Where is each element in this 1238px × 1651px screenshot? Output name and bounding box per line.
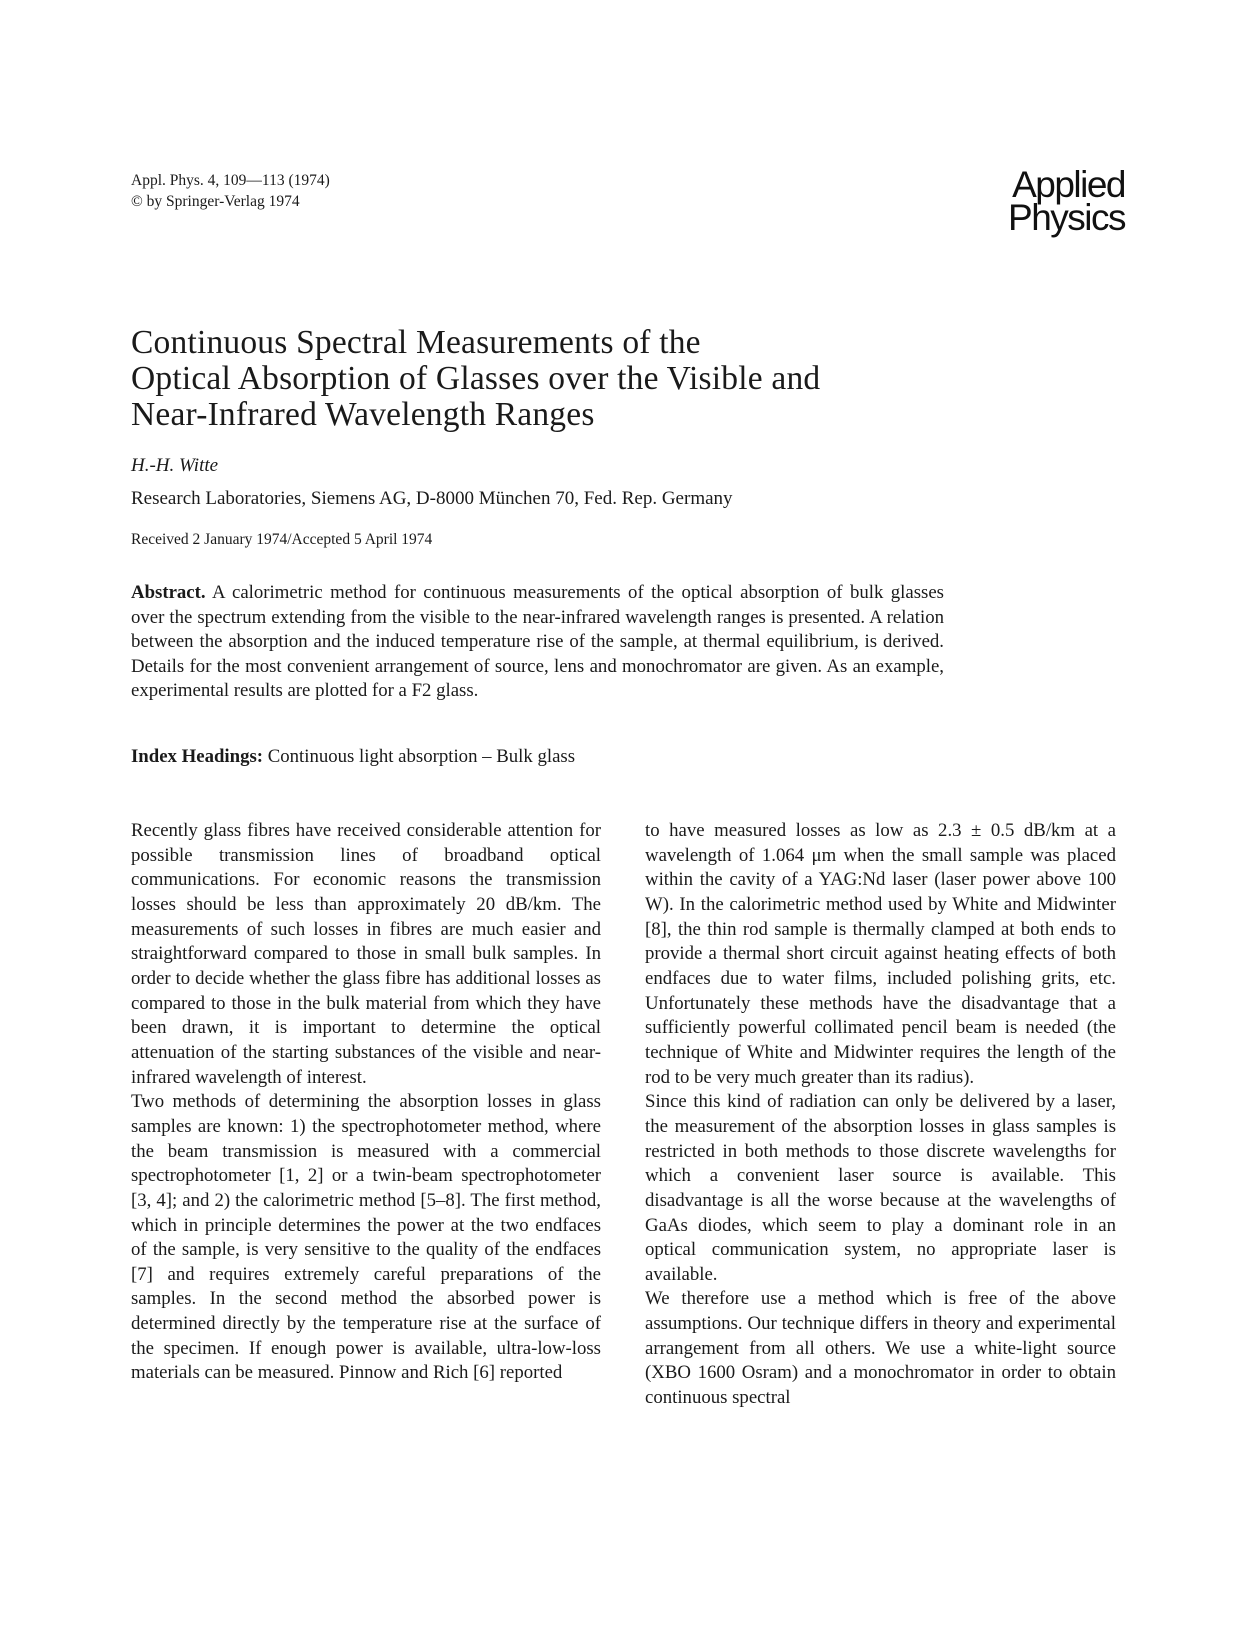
body-column-left (131, 819, 601, 1386)
logo-line-2: Physics (1008, 197, 1125, 238)
body-column-right (645, 819, 1116, 1411)
logo-line-1: Applied (1012, 164, 1125, 205)
received-dates: Received 2 January 1974/Accepted 5 April 1974 (131, 531, 433, 548)
author-affiliation: Research Laboratories, Siemens AG, D-8000 München 70, Fed. Rep. Germany (131, 488, 733, 509)
body-paragraph: Since this kind of radiation can only be delivered by a laser, the measurement of the absorption losses in glass samples is restricted in both methods to those discrete wavelengths for which a convenient laser source is available. This disadvantage is all the worse because at the wavelengths of GaAs diodes, which seem to play a dominant role in an optical communication system, no appropriate laser is available. (645, 1091, 1116, 1285)
abstract-label: Abstract. (131, 582, 206, 603)
index-headings-label: Index Headings: (131, 746, 264, 767)
paper-title (131, 325, 1031, 433)
body-paragraph: We therefore use a method which is free of the above assumptions. Our technique differs in theory and experimental arrangement from all others. We use a white-light source (XBO 1600 Osram) and a monochromator in order to obtain continuous spectral (645, 1288, 1116, 1409)
abstract-text: A calorimetric method for continuous measurements of the optical absorption of bulk glasses over the spectrum extending from the visible to the near-infrared wavelength ranges is presented. A relation between the absorption and the induced temperature rise of the sample, at thermal equilibrium, is derived. Details for the most convenient arrangement of source, lens and monochromator are given. As an example, experimental results are plotted for a F2 glass. (131, 582, 944, 702)
body-paragraph: Recently glass fibres have received considerable attention for possible transmission lines of broadband optical communications. For economic reasons the transmission losses should be less than approximately 20 dB/km. The measurements of such losses in fibres are much easier and straightforward compared to those in small bulk samples. In order to decide whether the glass fibre has additional losses as compared to those in the bulk material from which they have been drawn, it is important to determine the optical attenuation of the starting substances of the visible and near-infrared wavelength of interest. (131, 820, 601, 1088)
abstract (131, 581, 944, 704)
author-name: H.-H. Witte (131, 455, 219, 476)
title-line: Near-Infrared Wavelength Ranges (131, 396, 595, 433)
body-paragraph: to have measured losses as low as 2.3 ± 0.5 dB/km at a wavelength of 1.064 μm when the small sample was placed within the cavity of a YAG:Nd laser (laser power above 100 W). In the calorimetric method used by White and Midwinter [8], the thin rod sample is thermally clamped at both ends to provide a thermal short circuit against heating effects of both endfaces due to water films, included polishing grits, etc. Unfortunately these methods have the disadvantage that a sufficiently powerful collimated pencil beam is needed (the technique of White and Midwinter requires the length of the rod to be very much greater than its radius). (645, 820, 1116, 1088)
body-paragraph: Two methods of determining the absorption losses in glass samples are known: 1) the spectrophotometer method, where the beam transmission is measured with a commercial spectrophotometer [1, 2] or a twin-beam spectrophotometer [3, 4]; and 2) the calorimetric method [5–8]. The first method, which in principle determines the power at the two endfaces of the sample, is very sensitive to the quality of the endfaces [7] and requires extremely careful preparations of the samples. In the second method the absorbed power is determined directly by the temperature rise at the surface of the specimen. If enough power is available, ultra-low-loss materials can be measured. Pinnow and Rich [6] reported (131, 1091, 601, 1384)
journal-citation (131, 170, 330, 212)
title-line: Continuous Spectral Measurements of the (131, 324, 701, 361)
copyright-line: © by Springer-Verlag 1974 (131, 193, 300, 210)
index-headings (131, 746, 575, 768)
journal-reference: Appl. Phys. 4, 109—113 (1974) (131, 172, 330, 189)
journal-logo (905, 164, 1125, 238)
title-line: Optical Absorption of Glasses over the Visible and (131, 360, 821, 397)
index-headings-text: Continuous light absorption – Bulk glass (263, 746, 576, 767)
